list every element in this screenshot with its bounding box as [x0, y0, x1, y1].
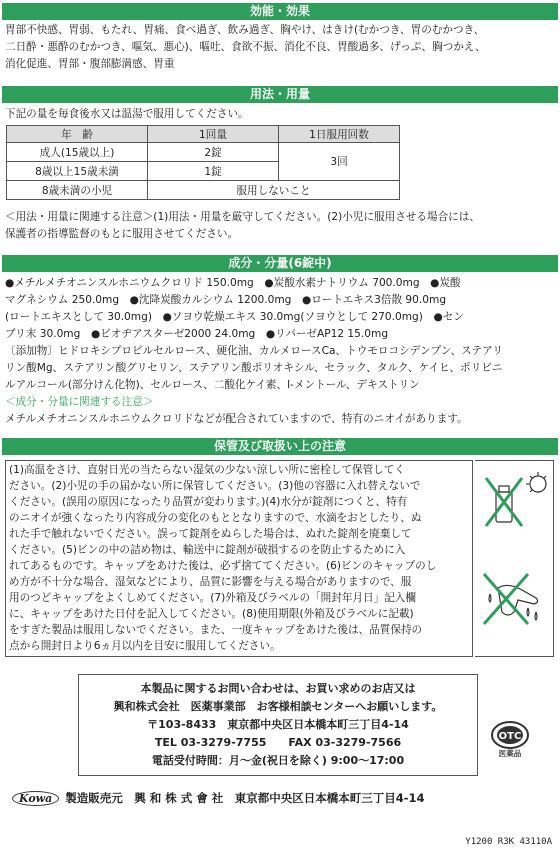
- under8-note: 服用しないこと: [148, 181, 400, 200]
- manufacturer-line: [12, 790, 425, 806]
- storage-title: 保管及び取扱い上の注意: [2, 438, 558, 455]
- storage-line: をすぎた製品は服用しないでください。また、一度キャップをあけた後は、品質保持の: [9, 624, 423, 636]
- header-dose: 1回量: [148, 126, 279, 143]
- storage-box: [5, 460, 473, 657]
- storage-line: れてあるものです。キャップをあけた後は、必ず捨ててください。(6)ビンのキャップのし: [9, 560, 437, 572]
- table-row: [7, 181, 400, 200]
- no-wet-hands-icon: [478, 568, 550, 628]
- ingredient-line: ブリ末 30.0mg ●ビオヂアスターゼ2000 24.0mg ●リパーゼAP12 15.0mg: [5, 328, 389, 340]
- product-code: Y1200 R3K 43110A: [465, 837, 552, 847]
- contact-box: [78, 674, 478, 776]
- manufacturer-text: 製造販売元 興 和 株 式 會 社 東京都中央区日本橋本町三丁目4-14: [65, 791, 425, 805]
- storage-line: ださい。(2)小児の手の届かない所に保管してください。(3)他の容器に入れ替えないで: [9, 480, 421, 492]
- dose-cell: 2錠: [148, 143, 279, 162]
- storage-line: (1)高温をさけ、直射日光の当たらない湿気の少ない涼しい所に密栓して保管してく: [9, 464, 405, 476]
- storage-line: め方が不十分な場合、湿気などにより、品質に影響を与える場合がありますので、服: [9, 576, 412, 588]
- ingredients-title: 成分・分量(6錠中): [2, 255, 558, 272]
- kowa-logo: Kowa: [12, 791, 59, 806]
- header-age: 年 齢: [7, 126, 148, 143]
- contact-address: 〒103-8433 東京都中央区日本橋本町三丁目4-14: [147, 718, 409, 731]
- age-cell: 8歳以上15歳未満: [7, 162, 148, 181]
- efficacy-line: 二日酔・悪酔のむかつき、嘔気、悪心)、嘔吐、食欲不振、消化不良、胃酸過多、げっぷ、胸つかえ、: [5, 41, 486, 53]
- otc-badge-icon: [488, 718, 532, 758]
- ingredient-line: マグネシウム 250.0mg ●沈降炭酸カルシウム 1200.0mg ●ロートエキス3倍散 90.0mg: [5, 294, 447, 306]
- storage-line: のニオイが強くなったり内容成分の変化のもととなりますので、水滴をおとしたり、ぬ: [9, 512, 422, 524]
- table-row: [7, 143, 400, 162]
- contact-line: 本製品に関するお問い合わせは、お買い求めのお店又は: [140, 682, 416, 695]
- no-sunlight-icon: [478, 470, 550, 530]
- usage-title: 用法・用量: [2, 86, 558, 103]
- usage-intro: 下記の量を毎食後水又は温湯で服用してください。: [5, 108, 249, 120]
- ingredients-note-title: ＜成分・分量に関連する注意＞: [5, 396, 154, 408]
- usage-note-line: 保護者の指導監督のもとに服用させてください。: [5, 228, 239, 240]
- ingredient-line: (ロートエキスとして 30.0mg) ●ソヨウ乾燥エキス 30.0mg(ソヨウとして 270.0mg) ●セン: [5, 311, 464, 323]
- storage-line: 点から開封日より6ヵ月以内を目安に服用してください。: [9, 640, 281, 652]
- storage-line: 用のつどキャップをよくしめてください。(7)外箱及びラベルの「開封年月日」記入欄: [9, 592, 416, 604]
- age-cell: 8歳未満の小児: [7, 181, 148, 200]
- storage-line: ください。(誤用の原因になったり品質が変わります。)(4)水分が錠剤につくと、特有: [9, 496, 408, 508]
- efficacy-line: 胃部不快感、胃弱、もたれ、胃痛、食べ過ぎ、飲み過ぎ、胸やけ、はきけ(むかつき、胃のむかつき、: [5, 24, 485, 36]
- additive-line: リン酸Mg、ステアリン酸グリセリン、ステアリン酸ポリオキシル、セラック、タルク、ケイヒ、ポリビニ: [5, 362, 503, 374]
- dosage-table: [6, 125, 400, 200]
- ingredient-line: ●メチルメチオニンスルホニウムクロリド 150.0mg ●炭酸水素ナトリウム 700.0mg ●炭酸: [5, 277, 461, 289]
- contact-line: 興和株式会社 医薬事業部 お客様相談センターへお願いします。: [113, 700, 443, 713]
- contact-hours: 電話受付時間：月～金(祝日を除く) 9:00～17:00: [151, 754, 405, 767]
- ingredients-note: メチルメチオニンスルホニウムクロリドなどが配合されていますので、特有のニオイがあります。: [5, 413, 468, 425]
- additive-line: 〔添加物〕ヒドロキシプロピルセルロース、硬化油、カルメロースCa、トウモロコシデンプン、ステアリ: [5, 345, 503, 357]
- storage-line: れた手で触れないでください。誤って錠剤をぬらした場合は、ぬれた錠剤を廃棄して: [9, 528, 412, 540]
- additive-line: ルアルコール(部分けん化物)、セルロース、二酸化ケイ素、l-メントール、デキストリン: [5, 379, 420, 391]
- otc-label: 医薬品: [498, 749, 522, 758]
- storage-line: に、キャップをあけた日付を記入してください。(8)使用期限(外箱及びラベルに記載): [9, 608, 414, 620]
- efficacy-title: 効能・効果: [2, 3, 558, 20]
- efficacy-line: 消化促進、胃部・腹部膨満感、胃重: [5, 58, 175, 70]
- header-times: 1日服用回数: [279, 126, 400, 143]
- contact-phone: TEL 03-3279-7755 FAX 03-3279-7566: [154, 736, 402, 749]
- age-cell: 成人(15歳以上): [7, 143, 148, 162]
- storage-line: ください。(5)ビンの中の詰め物は、輸送中に錠剤が破損するのを防止するために入: [9, 544, 406, 556]
- usage-note-line: ＜用法・用量に関連する注意＞(1)用法・用量を厳守してください。(2)小児に服用させる場合には、: [5, 211, 480, 223]
- dose-cell: 1錠: [148, 162, 279, 181]
- otc-badge-text: OTC: [498, 731, 522, 742]
- times-cell: 3回: [279, 143, 400, 181]
